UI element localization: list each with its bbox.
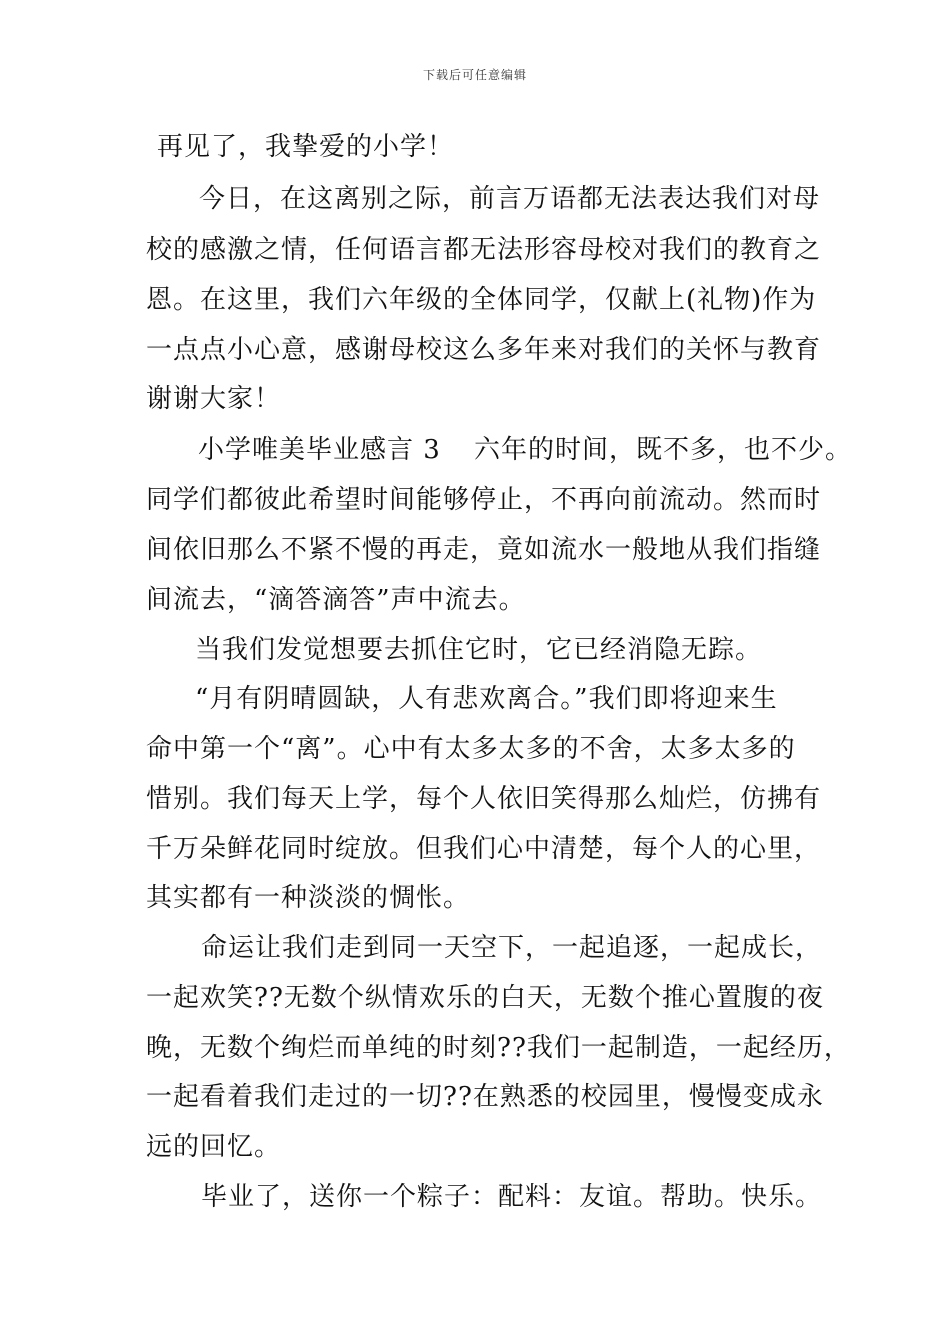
text-line: 一起看着我们走过的一切??在熟悉的校园里，慢慢变成永 [146,1082,824,1112]
text-line: 远的回忆。 [146,1132,282,1162]
page-header: 下载后可任意编辑 [422,68,527,82]
text-line: 其实都有一种淡淡的惆怅。 [146,883,471,913]
text-line: 间流去，“滴答滴答”声中流去。 [146,585,526,615]
text-line: 当我们发觉想要去抓住它时，它已经消隐无踪。 [195,635,763,665]
text-line: 命中第一个“离”。心中有太多太多的不舍，太多太多的 [146,734,796,764]
text-line: 间依旧那么不紧不慢的再走，竟如流水一般地从我们指缝 [146,535,822,565]
text-line: 恩。在这里，我们六年级的全体同学，仅献上(礼物)作为 [146,285,817,315]
text-line: 再见了，我挚爱的小学！ [157,132,455,162]
text-line: 六年的时间，既不多，也不少。 [474,435,853,465]
text-line: “月有阴晴圆缺，人有悲欢离合。”我们即将迎来生 [195,684,778,714]
text-line: 校的感激之情，任何语言都无法形容母校对我们的教育之 [146,235,822,265]
text-line: 小学唯美毕业感言 3 [198,435,441,465]
text-line: 惜别。我们每天上学，每个人依旧笑得那么灿烂，仿拂有 [146,784,822,814]
text-line: 命运让我们走到同一天空下，一起追逐，一起成长， [201,933,823,963]
text-line: 晚，无数个绚烂而单纯的时刻??我们一起制造，一起经历， [146,1033,851,1063]
text-line: 千万朵鲜花同时绽放。但我们心中清楚，每个人的心里， [146,834,822,864]
text-line: 谢谢大家！ [146,384,282,414]
text-line: 一起欢笑??无数个纵情欢乐的白天，无数个推心置腹的夜 [146,983,824,1013]
text-line: 同学们都彼此希望时间能够停止，不再向前流动。然而时 [146,485,822,515]
text-line: 毕业了，送你一个粽子：配料：友谊。帮助。快乐。 [201,1182,823,1212]
text-line: 一点点小心意，感谢母校这么多年来对我们的关怀与教育 [146,335,822,365]
text-line: 今日，在这离别之际，前言万语都无法表达我们对母 [199,184,821,214]
